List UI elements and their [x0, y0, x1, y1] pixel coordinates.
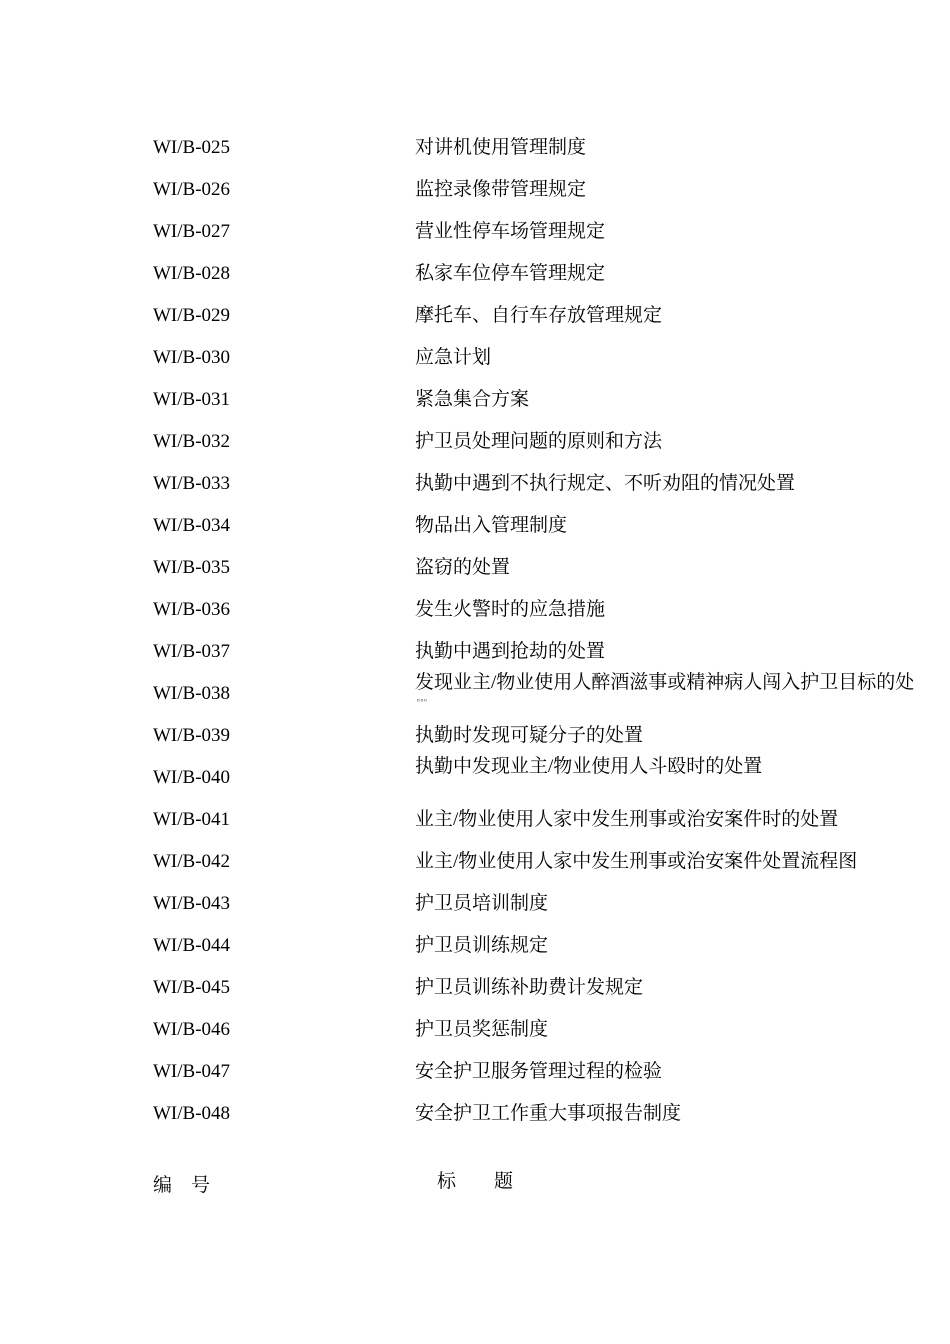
list-item	[0, 556, 950, 598]
document-title: 护卫员训练补助费计发规定	[415, 977, 644, 998]
list-item	[0, 388, 950, 430]
document-title: 护卫员奖惩制度	[415, 1019, 549, 1040]
list-item	[0, 136, 950, 178]
list-item	[0, 1018, 950, 1060]
document-code: WI/B-027	[153, 221, 231, 242]
text-overflow-indicator: ᵒᵒᵒ	[417, 696, 428, 706]
list-item	[0, 220, 950, 262]
document-title: 发生火警时的应急措施	[415, 599, 606, 620]
document-title: 执勤中遇到抢劫的处置	[415, 641, 606, 662]
document-code: WI/B-032	[153, 431, 231, 452]
document-title: 盗窃的处置	[415, 557, 511, 578]
list-item	[0, 346, 950, 388]
document-code: WI/B-045	[153, 977, 231, 998]
document-title: 业主/物业使用人家中发生刑事或治安案件处置流程图	[415, 851, 858, 872]
document-code: WI/B-040	[153, 767, 231, 788]
document-code: WI/B-042	[153, 851, 231, 872]
document-title: 护卫员处理问题的原则和方法	[415, 431, 663, 452]
list-item	[0, 304, 950, 346]
document-title: 营业性停车场管理规定	[415, 221, 606, 242]
column-header-title: 标 题	[437, 1171, 514, 1192]
document-title: 发现业主/物业使用人醉酒滋事或精神病人闯入护卫目标的处	[415, 672, 915, 693]
document-title: 物品出入管理制度	[415, 515, 568, 536]
column-header-code: 编 号	[153, 1175, 211, 1196]
document-title: 护卫员训练规定	[415, 935, 549, 956]
list-item	[0, 514, 950, 556]
list-item	[0, 430, 950, 472]
document-code: WI/B-046	[153, 1019, 231, 1040]
list-item	[0, 756, 950, 808]
document-code: WI/B-034	[153, 515, 231, 536]
document-code: WI/B-036	[153, 599, 231, 620]
document-title: 执勤时发现可疑分子的处置	[415, 725, 644, 746]
document-title: 执勤中遇到不执行规定、不听劝阻的情况处置	[415, 473, 796, 494]
list-item	[0, 472, 950, 514]
document-title: 安全护卫工作重大事项报告制度	[415, 1103, 682, 1124]
document-code: WI/B-030	[153, 347, 231, 368]
document-code: WI/B-025	[153, 137, 231, 158]
document-code: WI/B-047	[153, 1061, 231, 1082]
list-item	[0, 672, 950, 724]
document-title: 私家车位停车管理规定	[415, 263, 606, 284]
document-title: 业主/物业使用人家中发生刑事或治安案件时的处置	[415, 809, 839, 830]
document-title: 安全护卫服务管理过程的检验	[415, 1061, 663, 1082]
document-code: WI/B-026	[153, 179, 231, 200]
document-code: WI/B-048	[153, 1103, 231, 1124]
document-code: WI/B-039	[153, 725, 231, 746]
document-code: WI/B-033	[153, 473, 231, 494]
document-code: WI/B-044	[153, 935, 231, 956]
table-column-headers	[0, 1170, 950, 1200]
document-title: 对讲机使用管理制度	[415, 137, 587, 158]
list-item	[0, 934, 950, 976]
document-code: WI/B-029	[153, 305, 231, 326]
list-item	[0, 1060, 950, 1102]
list-item	[0, 1102, 950, 1144]
list-item	[0, 892, 950, 934]
list-item	[0, 178, 950, 220]
document-code: WI/B-028	[153, 263, 231, 284]
list-item	[0, 808, 950, 850]
document-code: WI/B-035	[153, 557, 231, 578]
document-title: 摩托车、自行车存放管理规定	[415, 305, 663, 326]
document-title: 执勤中发现业主/物业使用人斗殴时的处置	[415, 756, 763, 777]
document-code: WI/B-041	[153, 809, 231, 830]
document-code: WI/B-043	[153, 893, 231, 914]
document-title: 紧急集合方案	[415, 389, 530, 410]
list-item	[0, 850, 950, 892]
list-item	[0, 976, 950, 1018]
list-item	[0, 598, 950, 640]
list-item	[0, 262, 950, 304]
document-title: 护卫员培训制度	[415, 893, 549, 914]
document-code: WI/B-037	[153, 641, 231, 662]
document-code: WI/B-038	[153, 683, 231, 704]
document-title: 应急计划	[415, 347, 492, 368]
document-title: 监控录像带管理规定	[415, 179, 587, 200]
document-code: WI/B-031	[153, 389, 231, 410]
